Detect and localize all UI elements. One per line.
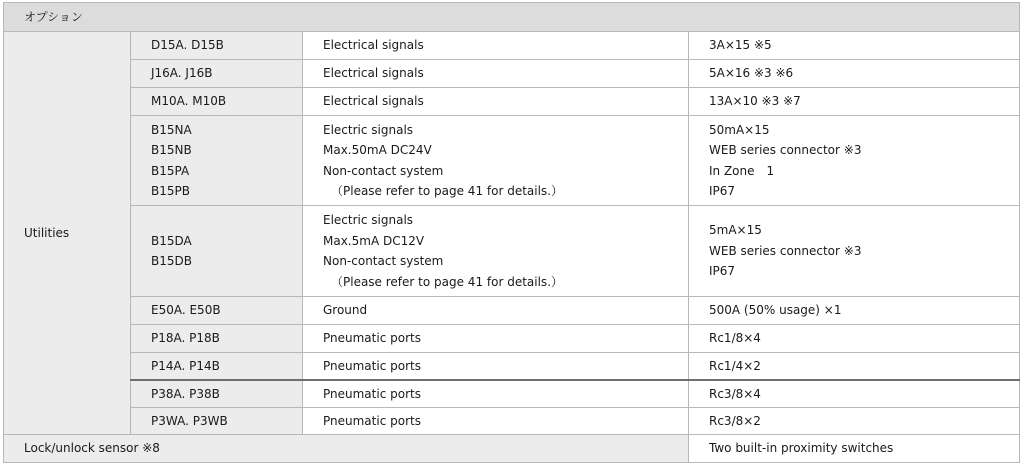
lock-sensor-value: Two built-in proximity switches [689, 435, 1020, 463]
option-value: Rc1/8×4 [689, 325, 1020, 353]
option-description: Electric signals Max.50mA DC24V Non-contact system （Please refer to page 41 for details.） [303, 116, 689, 206]
option-value: 50mA×15 WEB series connector ※3 In Zone 1 IP67 [689, 116, 1020, 206]
option-value: Rc3/8×4 [689, 380, 1020, 408]
table-row [4, 380, 1020, 408]
table-header: オプション [4, 3, 1020, 32]
option-value: 13A×10 ※3 ※7 [689, 88, 1020, 116]
option-code: P18A. P18B [131, 325, 303, 353]
option-value: 5mA×15 WEB series connector ※3 IP67 [689, 206, 1020, 297]
utilities-group-label: Utilities [4, 32, 131, 435]
option-description: Pneumatic ports [303, 353, 689, 380]
option-code: D15A. D15B [131, 32, 303, 60]
option-description: Pneumatic ports [303, 408, 689, 435]
option-description: Electrical signals [303, 32, 689, 60]
table-row [4, 325, 1020, 353]
lock-sensor-row [4, 435, 1020, 463]
table-row [4, 32, 1020, 60]
option-value: 500A (50% usage) ×1 [689, 297, 1020, 325]
option-description: Pneumatic ports [303, 325, 689, 353]
option-code: B15NA B15NB B15PA B15PB [131, 116, 303, 206]
option-value: Rc3/8×2 [689, 408, 1020, 435]
table-row [4, 88, 1020, 116]
table-row [4, 297, 1020, 325]
option-value: 3A×15 ※5 [689, 32, 1020, 60]
option-code: M10A. M10B [131, 88, 303, 116]
option-description: Pneumatic ports [303, 380, 689, 408]
option-code: P14A. P14B [131, 353, 303, 380]
option-code: P38A. P38B [131, 380, 303, 408]
lock-sensor-label: Lock/unlock sensor ※8 [4, 435, 689, 463]
table-row [4, 353, 1020, 380]
option-code: E50A. E50B [131, 297, 303, 325]
table-row [4, 60, 1020, 88]
option-description: Electrical signals [303, 60, 689, 88]
option-code: J16A. J16B [131, 60, 303, 88]
table-row [4, 116, 1020, 206]
option-value: Rc1/4×2 [689, 353, 1020, 380]
option-value: 5A×16 ※3 ※6 [689, 60, 1020, 88]
header-row [4, 3, 1020, 32]
option-description: Ground [303, 297, 689, 325]
option-code: B15DA B15DB [131, 206, 303, 297]
option-description: Electrical signals [303, 88, 689, 116]
table-row [4, 408, 1020, 435]
option-code: P3WA. P3WB [131, 408, 303, 435]
option-description: Electric signals Max.5mA DC12V Non-contact system （Please refer to page 41 for details.） [303, 206, 689, 297]
table-row [4, 206, 1020, 297]
options-spec-table [3, 2, 1020, 463]
